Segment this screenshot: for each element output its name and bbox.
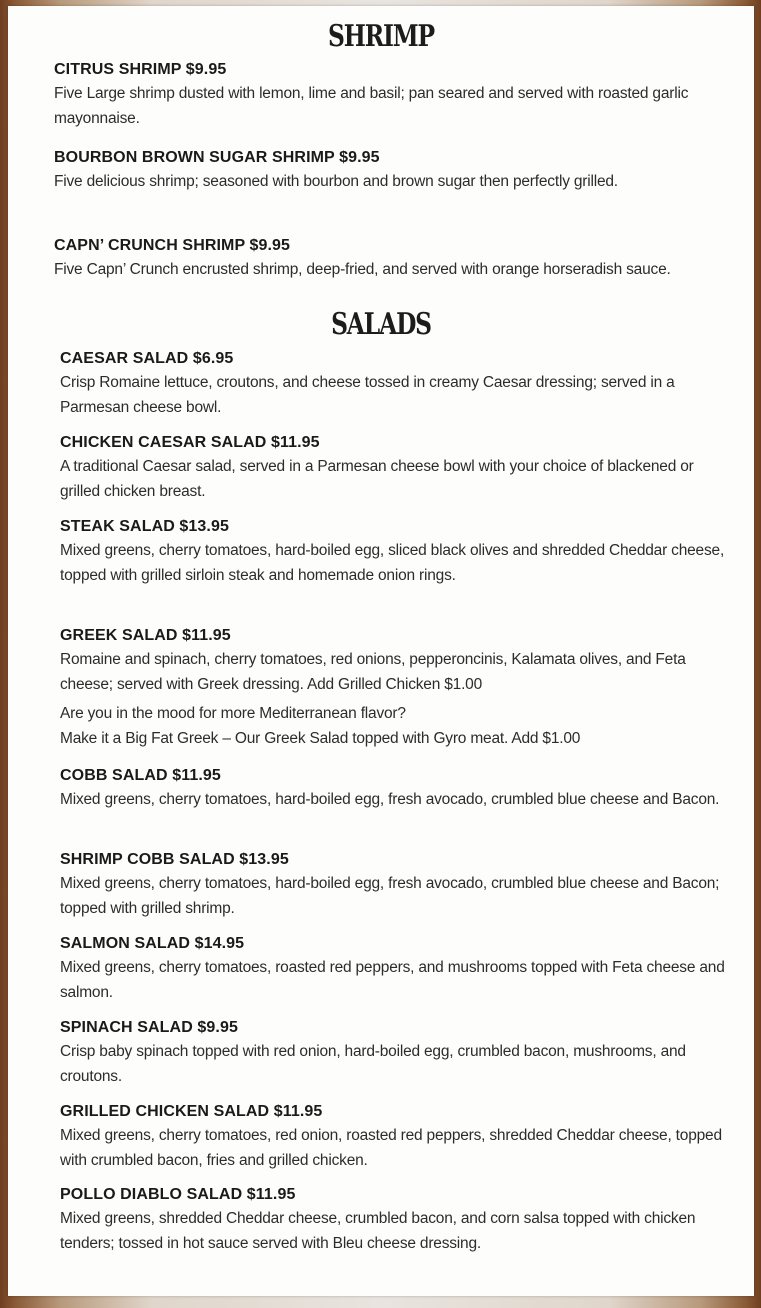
item-name: CAESAR SALAD $6.95 <box>60 350 234 367</box>
item-name: POLLO DIABLO SALAD $11.95 <box>60 1186 296 1203</box>
item-description: Crisp Romaine lettuce, croutons, and cheese tossed in creamy Caesar dressing; served in a Parmesan cheese bowl. <box>60 374 675 416</box>
item-name: BOURBON BROWN SUGAR SHRIMP $9.95 <box>54 149 380 166</box>
menu-item-spinach-salad <box>60 1016 736 1089</box>
item-name: SHRIMP COBB SALAD $13.95 <box>60 851 289 868</box>
menu-item-pollo-diablo-salad <box>60 1183 736 1256</box>
item-description: Mixed greens, shredded Cheddar cheese, crumbled bacon, and corn salsa topped with chicken tenders; tossed in hot sauce served with Bleu cheese dressing. <box>60 1210 696 1252</box>
item-name: SPINACH SALAD $9.95 <box>60 1019 238 1036</box>
menu-item-cobb-salad <box>60 764 736 813</box>
menu-item-grilled-chicken-salad <box>60 1100 736 1173</box>
item-description: Five Capn’ Crunch encrusted shrimp, deep-fried, and served with orange horseradish sauce. <box>54 261 671 278</box>
item-name: SALMON SALAD $14.95 <box>60 935 245 952</box>
item-description: Mixed greens, cherry tomatoes, red onion, roasted red peppers, shredded Cheddar cheese, topped with crumbled bacon, fries and grilled chicken. <box>60 1127 722 1169</box>
menu-item-salmon-salad <box>60 932 736 1005</box>
menu-item-greek-salad <box>60 624 736 751</box>
item-description: Five delicious shrimp; seasoned with bourbon and brown sugar then perfectly grilled. <box>54 173 618 190</box>
item-description: Mixed greens, cherry tomatoes, hard-boiled egg, fresh avocado, crumbled blue cheese and Bacon; topped with grilled shrimp. <box>60 875 720 917</box>
item-description: Five Large shrimp dusted with lemon, lime and basil; pan seared and served with roasted garlic mayonnaise. <box>54 85 689 127</box>
item-name: GRILLED CHICKEN SALAD $11.95 <box>60 1103 323 1120</box>
section-title-salads: SALADS <box>331 307 431 342</box>
menu-item-bourbon-shrimp <box>54 146 736 195</box>
item-name: CHICKEN CAESAR SALAD $11.95 <box>60 434 320 451</box>
item-note: Are you in the mood for more Mediterranean flavor? <box>60 705 406 722</box>
menu-item-capn-crunch-shrimp <box>54 234 736 283</box>
item-name: CITRUS SHRIMP $9.95 <box>54 61 227 78</box>
item-description: Mixed greens, cherry tomatoes, roasted red peppers, and mushrooms topped with Feta cheese and salmon. <box>60 959 725 1001</box>
item-description: Mixed greens, cherry tomatoes, hard-boiled egg, fresh avocado, crumbled blue cheese and Bacon. <box>60 791 720 808</box>
menu-item-steak-salad <box>60 515 736 588</box>
item-note: Make it a Big Fat Greek – Our Greek Salad topped with Gyro meat. Add $1.00 <box>60 729 581 747</box>
item-name: CAPN’ CRUNCH SHRIMP $9.95 <box>54 237 291 254</box>
item-description: Romaine and spinach, cherry tomatoes, red onions, pepperoncinis, Kalamata olives, and Feta cheese; served with Greek dressing. Add Grilled Chicken $1.00 <box>60 651 686 693</box>
item-description: Mixed greens, cherry tomatoes, hard-boiled egg, sliced black olives and shredded Cheddar cheese, topped with grilled sirloin steak and homemade onion rings. <box>60 542 725 584</box>
menu-item-caesar-salad <box>60 347 736 420</box>
menu-item-chicken-caesar-salad <box>60 431 736 504</box>
menu-page <box>8 6 754 1296</box>
item-description: A traditional Caesar salad, served in a Parmesan cheese bowl with your choice of blackened or grilled chicken breast. <box>60 458 694 500</box>
item-name: COBB SALAD $11.95 <box>60 767 221 784</box>
menu-item-shrimp-cobb-salad <box>60 848 736 921</box>
item-description: Crisp baby spinach topped with red onion, hard-boiled egg, crumbled bacon, mushrooms, and croutons. <box>60 1043 686 1085</box>
section-title-shrimp: SHRIMP <box>328 19 434 54</box>
menu-item-citrus-shrimp <box>54 58 736 131</box>
item-name: STEAK SALAD $13.95 <box>60 518 229 535</box>
item-name: GREEK SALAD $11.95 <box>60 627 231 644</box>
